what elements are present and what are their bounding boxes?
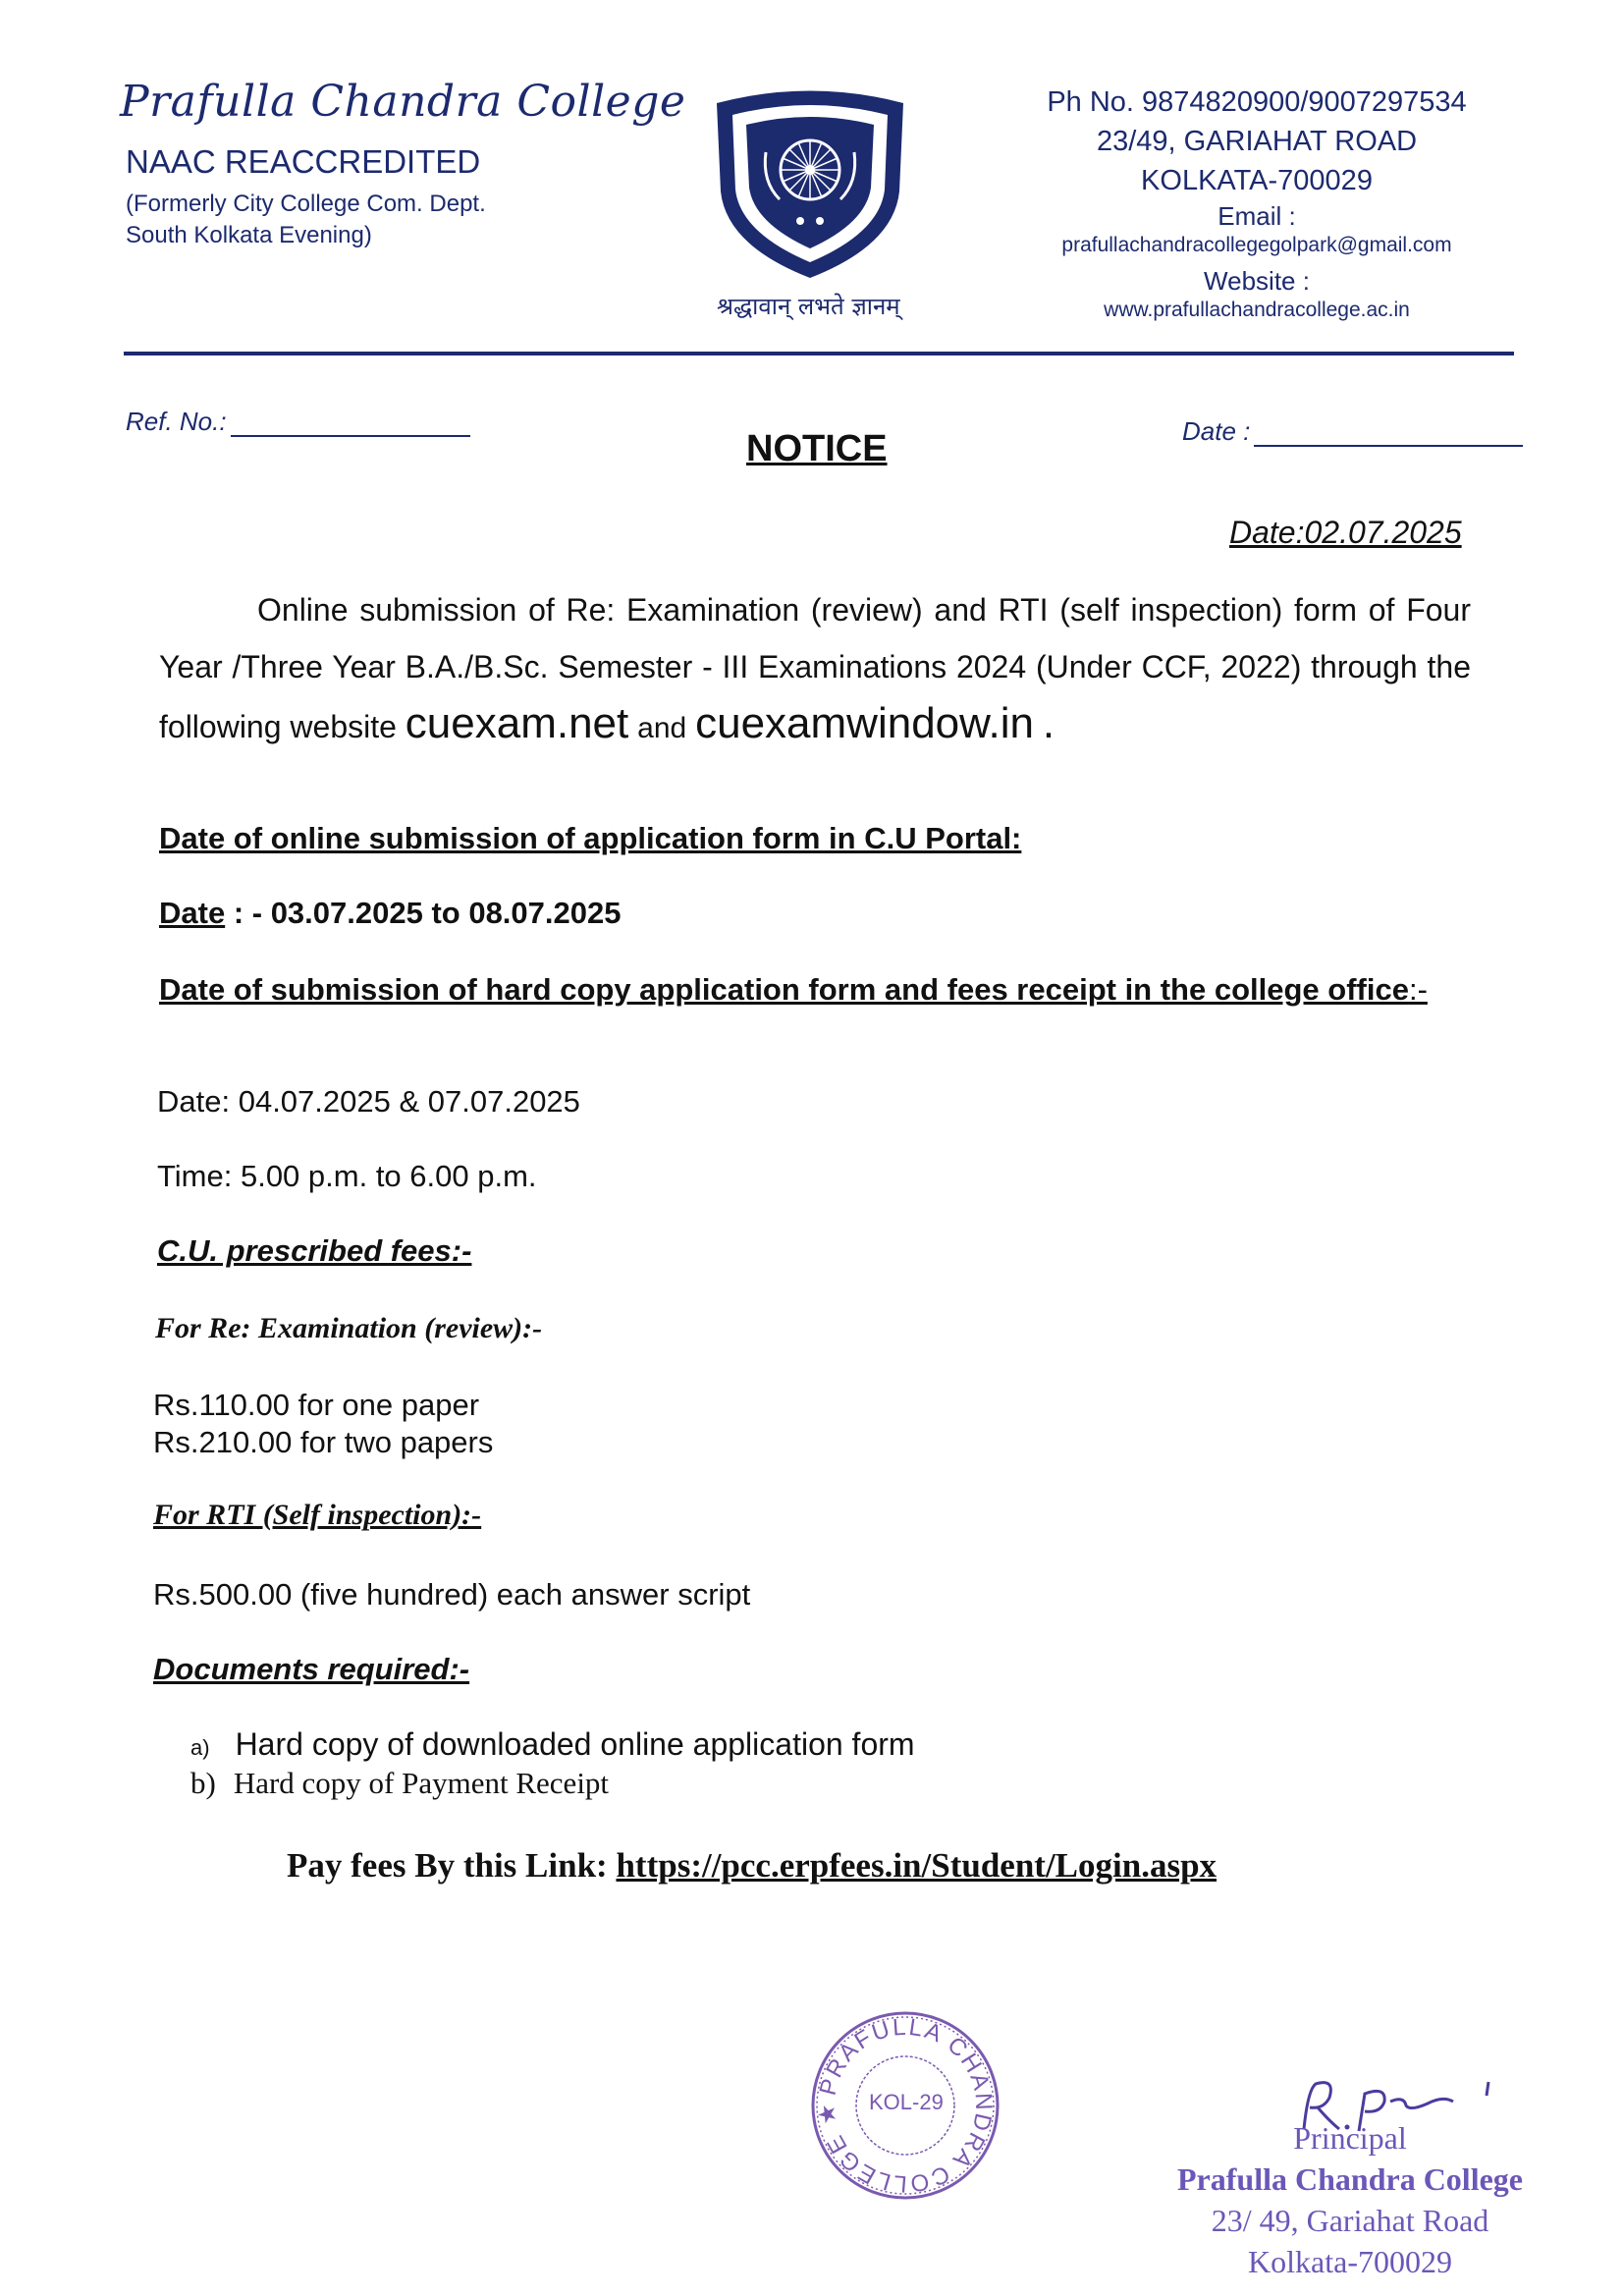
signatory-title: Principal bbox=[1293, 2120, 1407, 2156]
naac-status: NAAC REACCREDITED bbox=[126, 143, 481, 180]
email-label: Email : bbox=[1217, 201, 1296, 231]
and-text: and bbox=[637, 712, 687, 744]
list-marker: a) bbox=[190, 1735, 210, 1760]
rti-fee: Rs.500.00 (five hundred) each answer script bbox=[153, 1577, 751, 1612]
intro-text: Online submission of Re: Examination (review) and RTI (self inspection) form of Four Year /Three Year B.A./B.Sc. Semester - III Examinations 2024 (Under CCF, 2022) through the following website bbox=[159, 592, 1471, 744]
svg-text:PRAFULLA CHANDRA COLLEGE ★: PRAFULLA CHANDRA COLLEGE ★ bbox=[813, 2013, 998, 2198]
pay-fees-link[interactable]: https://pcc.erpfees.in/Student/Login.aspx bbox=[616, 1846, 1217, 1885]
list-marker: b) bbox=[190, 1766, 216, 1800]
documents-heading: Documents required:- bbox=[153, 1652, 470, 1686]
reexam-fee-two: Rs.210.00 for two papers bbox=[153, 1425, 494, 1459]
intro-period: . bbox=[1042, 699, 1055, 747]
address-line-1: 23/49, GARIAHAT ROAD bbox=[1096, 126, 1418, 157]
signatory-college: Prafulla Chandra College bbox=[1177, 2161, 1523, 2197]
formerly-line-1: (Formerly City College Com. Dept. bbox=[126, 191, 486, 217]
ref-no-label: Ref. No.: bbox=[126, 407, 227, 436]
formerly-line-2: South Kolkata Evening) bbox=[126, 222, 372, 248]
date-field bbox=[1182, 416, 1523, 447]
online-submission-heading: Date of online submission of application form in C.U Portal: bbox=[159, 821, 1022, 855]
address-line-2: KOLKATA-700029 bbox=[1141, 165, 1373, 196]
notice-title: NOTICE bbox=[746, 428, 888, 469]
contact-block bbox=[1031, 82, 1483, 324]
website-address: www.prafullachandracollege.ac.in bbox=[1104, 299, 1410, 321]
hardcopy-heading-text: Date of submission of hard copy application form and fees receipt in the college office bbox=[159, 972, 1409, 1007]
date-label: Date : bbox=[1182, 416, 1251, 446]
list-item bbox=[190, 1766, 609, 1801]
ref-no-field bbox=[126, 407, 470, 437]
reexam-fee-one: Rs.110.00 for one paper bbox=[153, 1388, 480, 1422]
seal-center-text: KOL-29 bbox=[869, 2090, 944, 2114]
fees-heading: C.U. prescribed fees:- bbox=[157, 1233, 472, 1268]
college-name: Prafulla Chandra College bbox=[120, 77, 686, 127]
hardcopy-date: Date: 04.07.2025 & 07.07.2025 bbox=[157, 1084, 580, 1119]
online-submission-date bbox=[159, 896, 621, 931]
website-cuexam: cuexam.net bbox=[405, 699, 629, 747]
list-item bbox=[190, 1726, 915, 1763]
ref-no-blank bbox=[231, 435, 470, 437]
signatory-stamp bbox=[1149, 2117, 1551, 2282]
website-cuexamwindow: cuexamwindow.in bbox=[695, 699, 1034, 747]
shield-crest-icon bbox=[707, 83, 913, 280]
letterhead-divider bbox=[124, 352, 1514, 355]
notice-intro bbox=[159, 581, 1471, 757]
pay-fees-label: Pay fees By this Link: bbox=[287, 1846, 617, 1885]
formerly-note bbox=[126, 189, 486, 251]
hardcopy-time: Time: 5.00 p.m. to 6.00 p.m. bbox=[157, 1159, 537, 1193]
phone-numbers: Ph No. 9874820900/9007297534 bbox=[1047, 86, 1467, 118]
hardcopy-heading bbox=[159, 972, 1475, 1008]
signatory-address-2: Kolkata-700029 bbox=[1248, 2244, 1452, 2279]
online-date-label: Date bbox=[159, 896, 226, 930]
college-motto: श्रद्धावान् लभते ज्ञानम् bbox=[717, 293, 900, 320]
email-address: prafullachandracollegegolpark@gmail.com bbox=[1061, 234, 1452, 256]
online-date-value: : - 03.07.2025 to 08.07.2025 bbox=[225, 896, 622, 930]
notice-date: Date:02.07.2025 bbox=[1229, 515, 1462, 550]
date-blank bbox=[1254, 445, 1523, 447]
list-text: Hard copy of downloaded online application form bbox=[235, 1726, 915, 1762]
signatory-address-1: 23/ 49, Gariahat Road bbox=[1211, 2203, 1489, 2238]
website-label: Website : bbox=[1204, 266, 1310, 296]
rti-heading: For RTI (Self inspection):- bbox=[153, 1499, 482, 1531]
reexam-heading: For Re: Examination (review):- bbox=[155, 1312, 543, 1344]
reexam-fees bbox=[153, 1387, 493, 1461]
hardcopy-heading-suffix: :- bbox=[1408, 972, 1428, 1007]
list-text: Hard copy of Payment Receipt bbox=[233, 1766, 610, 1800]
pay-fees-line bbox=[287, 1846, 1217, 1886]
